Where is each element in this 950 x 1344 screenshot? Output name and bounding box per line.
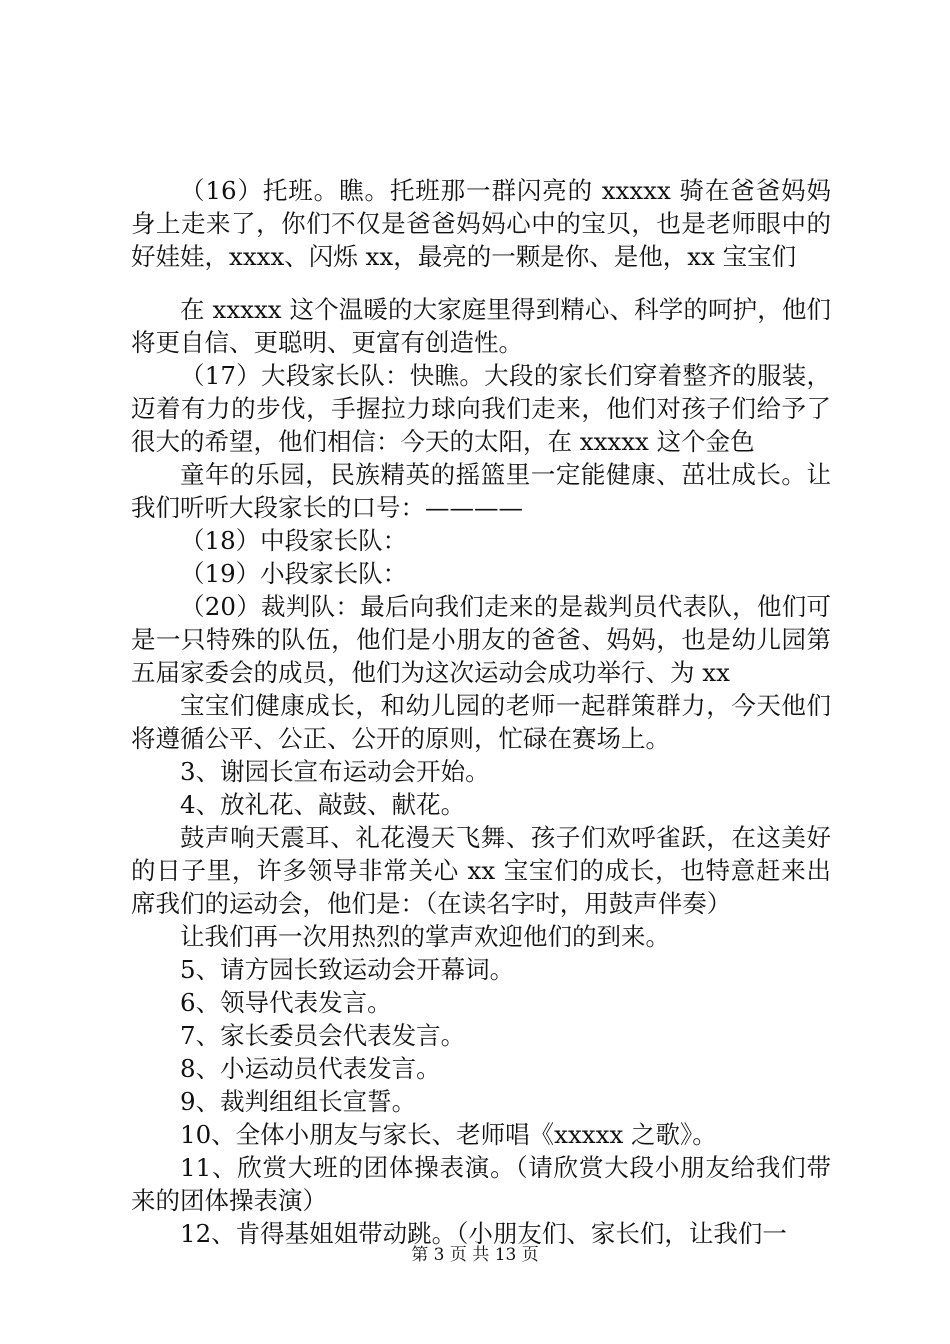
paragraph-welcome: 让我们再一次用热烈的掌声欢迎他们的到来。 <box>180 922 670 951</box>
item-5: 5、请方园长致运动会开幕词。 <box>180 955 515 984</box>
paragraph-20-referee: （20）裁判队：最后向我们走来的是裁判员代表队，他们可是一只特殊的队伍，他们是小朋友的爸爸、妈妈，也是幼儿园第五届家委会的成员，他们为这次运动会成功举行、为 xx <box>131 592 831 687</box>
paragraph-17-daduan: （17）大段家长队：快瞧。大段的家长们穿着整齐的服装，迈着有力的步伐，手握拉力球向我们走来，他们对孩子们给予了很大的希望，他们相信：今天的太阳，在 xxxxx 这个金色 <box>131 361 831 456</box>
paragraph-16-continued: 在 xxxxx 这个温暖的大家庭里得到精心、科学的呵护，他们将更自信、更聪明、更富有创造性。 <box>131 295 831 357</box>
item-9: 9、裁判组组长宣誓。 <box>180 1087 417 1116</box>
paragraph-20-continued: 宝宝们健康成长，和幼儿园的老师一起群策群力，今天他们将遵循公平、公正、公开的原则，忙碌在赛场上。 <box>131 691 831 753</box>
item-10: 10、全体小朋友与家长、老师唱《xxxxx 之歌》。 <box>180 1120 717 1149</box>
paragraph-18-zhongduan: （18）中段家长队： <box>180 526 408 555</box>
document-body <box>131 174 831 1250</box>
item-8: 8、小运动员代表发言。 <box>180 1054 441 1083</box>
item-7: 7、家长委员会代表发言。 <box>180 1021 466 1050</box>
paragraph-16-toban: （16）托班。瞧。托班那一群闪亮的 xxxxx 骑在爸爸妈妈身上走来了，你们不仅是爸爸妈妈心中的宝贝，也是老师眼中的好娃娃，xxxx、闪烁 xx，最亮的一颗是你、是他，xx 宝宝们 <box>131 176 831 271</box>
paragraph-19-xiaoduan: （19）小段家长队： <box>180 559 408 588</box>
paragraph-drums: 鼓声响天震耳、礼花漫天飞舞、孩子们欢呼雀跃，在这美好的日子里，许多领导非常关心 xx 宝宝们的成长，也特意赶来出席我们的运动会，他们是：（在读名字时，用鼓声伴奏） <box>131 823 831 918</box>
item-3: 3、谢园长宣布运动会开始。 <box>180 757 490 786</box>
item-11: 11、欣赏大班的团体操表演。（请欣赏大段小朋友给我们带来的团体操表演） <box>131 1153 831 1215</box>
item-12: 12、肯得基姐姐带动跳。（小朋友们、家长们，让我们一 <box>180 1219 787 1248</box>
page-number-footer: 第 3 页 共 13 页 <box>411 1245 539 1265</box>
item-6: 6、领导代表发言。 <box>180 988 392 1017</box>
paragraph-17-continued: 童年的乐园，民族精英的摇篮里一定能健康、茁壮成长。让我们听听大段家长的口号：———— <box>131 460 831 522</box>
item-4: 4、放礼花、敲鼓、献花。 <box>180 790 466 819</box>
